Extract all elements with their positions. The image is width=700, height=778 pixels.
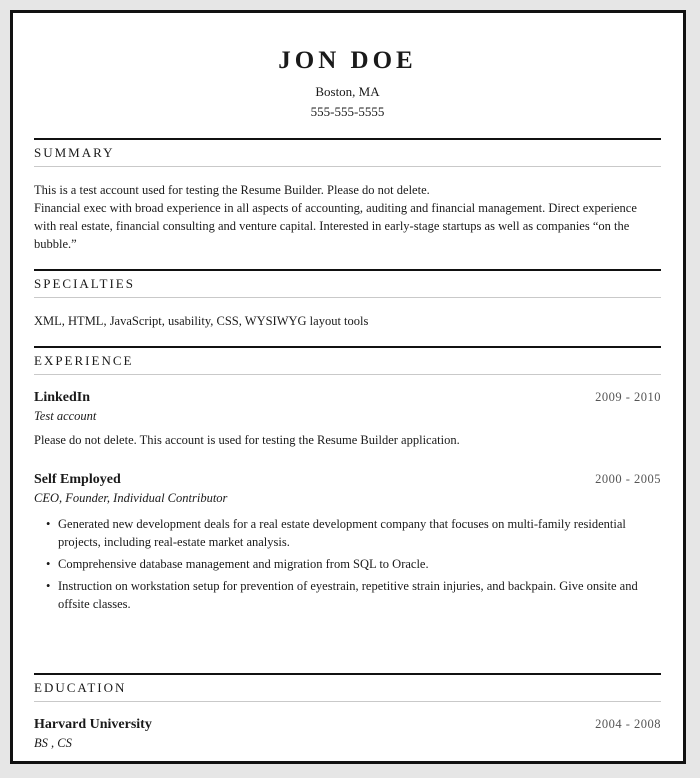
job-role: Test account (34, 409, 97, 423)
job-entry (34, 471, 661, 613)
specialties-text: XML, HTML, JavaScript, usability, CSS, WYSIWYG layout tools (34, 314, 369, 328)
bullet-item (46, 577, 661, 613)
section-heading-experience: EXPERIENCE (34, 346, 661, 375)
section-heading-education: EDUCATION (34, 673, 661, 702)
summary-text (34, 181, 661, 253)
location: Boston, MA (315, 84, 380, 99)
job-entry (34, 389, 661, 449)
bullet-dot-icon: • (46, 517, 51, 531)
summary-line-1: This is a test account used for testing the Resume Builder. Please do not delete. (34, 183, 430, 197)
spacer (34, 617, 661, 657)
job-header (34, 471, 661, 489)
job-org: LinkedIn (34, 390, 91, 405)
bullet-text: Instruction on workstation setup for prevention of eyestrain, repetitive strain injuries, and backpain. Give onsite and offsite classes. (58, 579, 638, 611)
bullet-item (46, 555, 661, 573)
job-org: Self Employed (34, 472, 121, 487)
school-name: Harvard University (34, 717, 152, 732)
job-bullets (34, 515, 661, 613)
job-dates: 2000 - 2005 (595, 472, 661, 486)
school-dates: 2004 - 2008 (595, 717, 661, 731)
candidate-name: JON DOE (278, 47, 417, 74)
contact-block (34, 82, 661, 122)
education-entry (34, 716, 661, 752)
bullet-text: Comprehensive database management and migration from SQL to Oracle. (58, 557, 429, 571)
resume-frame (10, 10, 686, 764)
education-header (34, 716, 661, 734)
resume-page (13, 46, 683, 752)
bullet-text: Generated new development deals for a real estate development company that focuses on multi-family residential projects, including real-estate market analysis. (58, 517, 626, 549)
phone: 555-555-5555 (310, 104, 385, 119)
summary-line-2: Financial exec with broad experience in all aspects of accounting, auditing and financial management. Direct experience with real estate, financial consulting and venture capital. Interested in early-stage startups as well as companies “on the bubble.” (34, 201, 637, 251)
section-heading-specialties: SPECIALTIES (34, 269, 661, 298)
degree: BS , CS (34, 736, 72, 750)
bullet-dot-icon: • (46, 557, 51, 571)
job-description: Please do not delete. This account is used for testing the Resume Builder application. (34, 433, 460, 447)
bullet-dot-icon: • (46, 579, 51, 593)
job-header (34, 389, 661, 407)
job-role: CEO, Founder, Individual Contributor (34, 491, 228, 505)
section-heading-summary: SUMMARY (34, 138, 661, 167)
bullet-item (46, 515, 661, 551)
job-dates: 2009 - 2010 (595, 390, 661, 404)
